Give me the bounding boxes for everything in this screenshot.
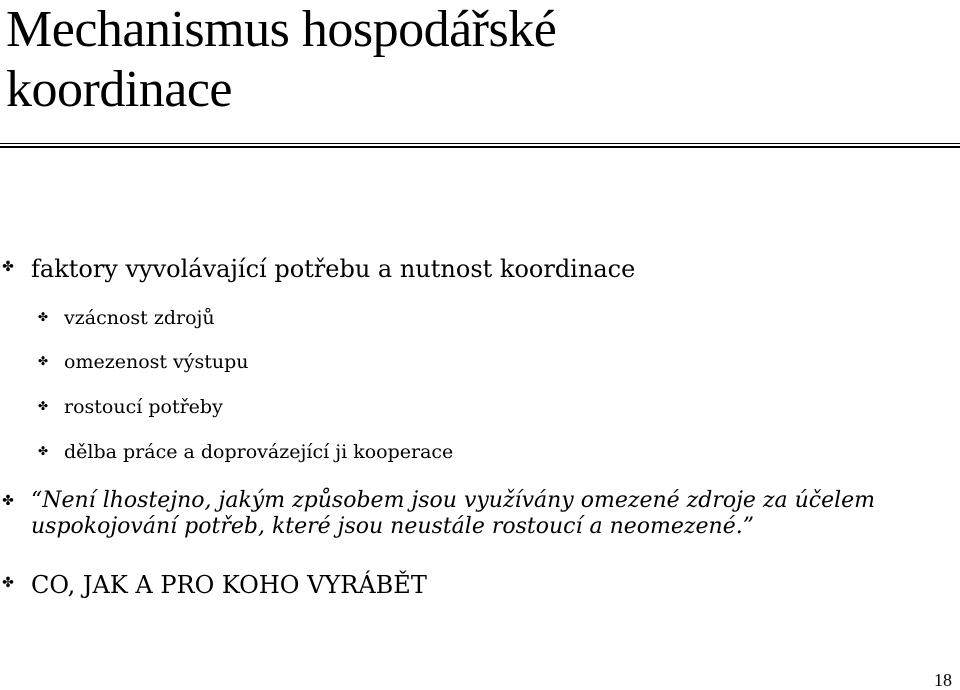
quote-line-1: “Není lhostejno, jakým způsobem jsou využívány omezené zdroje za účelem [31, 488, 876, 513]
bullet-text: omezenost výstupu [64, 351, 249, 373]
bullet-text: dělba práce a doprovázející ji kooperace [64, 441, 454, 463]
title-divider-thin [0, 143, 960, 144]
bullet-icon: ✤ [2, 493, 14, 509]
bullet-text: faktory vyvolávající potřebu a nutnost koordinace [31, 255, 636, 283]
bullet-item-quote [0, 488, 875, 540]
bullet-item-division-of-labor [36, 440, 453, 464]
bullet-item-growing-needs [36, 395, 223, 419]
bullet-item-factors [0, 254, 635, 284]
title-divider-thick [0, 146, 960, 148]
bullet-icon: ✤ [37, 354, 49, 368]
quote-text [31, 488, 875, 540]
bullet-icon: ✤ [37, 444, 49, 458]
bullet-text: vzácnost zdrojů [64, 307, 215, 329]
slide-title-line-1: Mechanismus hospodářské [6, 1, 557, 58]
quote-line-2: uspokojování potřeb, které jsou neustále rostoucí a neomezené.” [31, 514, 754, 539]
bullet-text: rostoucí potřeby [64, 396, 223, 418]
bullet-text: CO, JAK A PRO KOHO VYRÁBĚT [31, 571, 427, 599]
bullet-icon: ✤ [2, 575, 14, 591]
bullet-item-output-limits [36, 350, 249, 374]
slide-title [6, 0, 906, 120]
bullet-item-scarcity [36, 306, 215, 330]
bullet-icon: ✤ [37, 310, 49, 324]
bullet-item-what-how-whom [0, 570, 427, 600]
page-number: 18 [934, 670, 952, 690]
bullet-icon: ✤ [2, 259, 14, 275]
bullet-icon: ✤ [37, 399, 49, 413]
slide-title-line-2: koordinace [6, 61, 233, 118]
